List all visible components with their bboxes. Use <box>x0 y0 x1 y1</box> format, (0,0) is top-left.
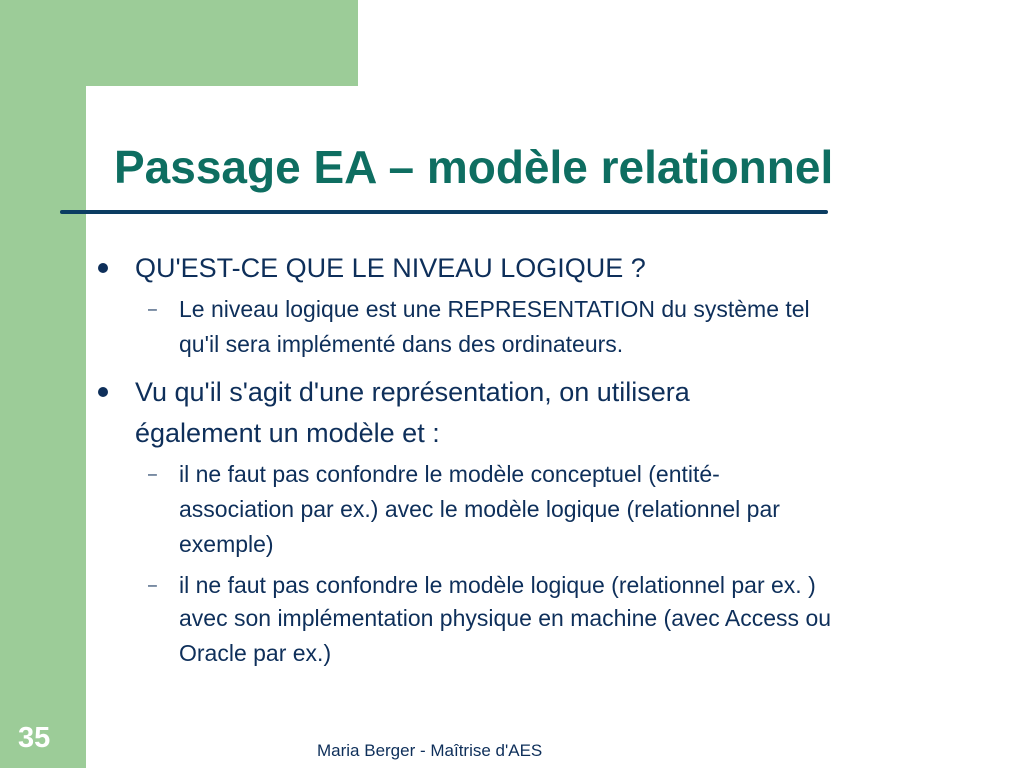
bullet-2-line-2: également un modèle et : <box>135 418 440 448</box>
bullet-2-line-1: Vu qu'il s'agit d'une représentation, on utilisera <box>135 377 690 407</box>
dash-icon: – <box>148 301 157 318</box>
title-underline <box>60 210 828 214</box>
bullet-2-sub-2-line-2: avec son implémentation physique en machine (avec Access ou <box>179 605 832 631</box>
bullet-2-sub-1-line-1: il ne faut pas confondre le modèle conceptuel (entité- <box>179 461 720 487</box>
footer-text: Maria Berger - Maîtrise d'AES <box>317 741 543 760</box>
left-decorative-bar <box>0 0 86 768</box>
bullet-2-sub-1-line-3: exemple) <box>179 531 274 557</box>
bullet-1-sub-1-line-2: qu'il sera implémenté dans des ordinateurs. <box>179 331 624 357</box>
bullet-dot-icon <box>98 387 108 397</box>
slide-title: Passage EA – modèle relationnel <box>114 141 834 193</box>
slide-number: 35 <box>18 722 51 754</box>
bullet-1-text: QU'EST-CE QUE LE NIVEAU LOGIQUE ? <box>135 253 646 283</box>
top-decorative-block <box>0 0 358 86</box>
dash-icon: – <box>148 577 157 594</box>
dash-icon: – <box>148 466 157 483</box>
bullet-1-sub-1-line-1: Le niveau logique est une REPRESENTATION du système tel <box>179 296 810 322</box>
bullet-2-sub-2-line-3: Oracle par ex.) <box>179 640 332 666</box>
bullet-2-sub-1-line-2: association par ex.) avec le modèle logique (relationnel par <box>179 496 780 522</box>
bullet-dot-icon <box>98 263 108 273</box>
bullet-2-sub-2-line-1: il ne faut pas confondre le modèle logique (relationnel par ex. ) <box>179 572 816 598</box>
